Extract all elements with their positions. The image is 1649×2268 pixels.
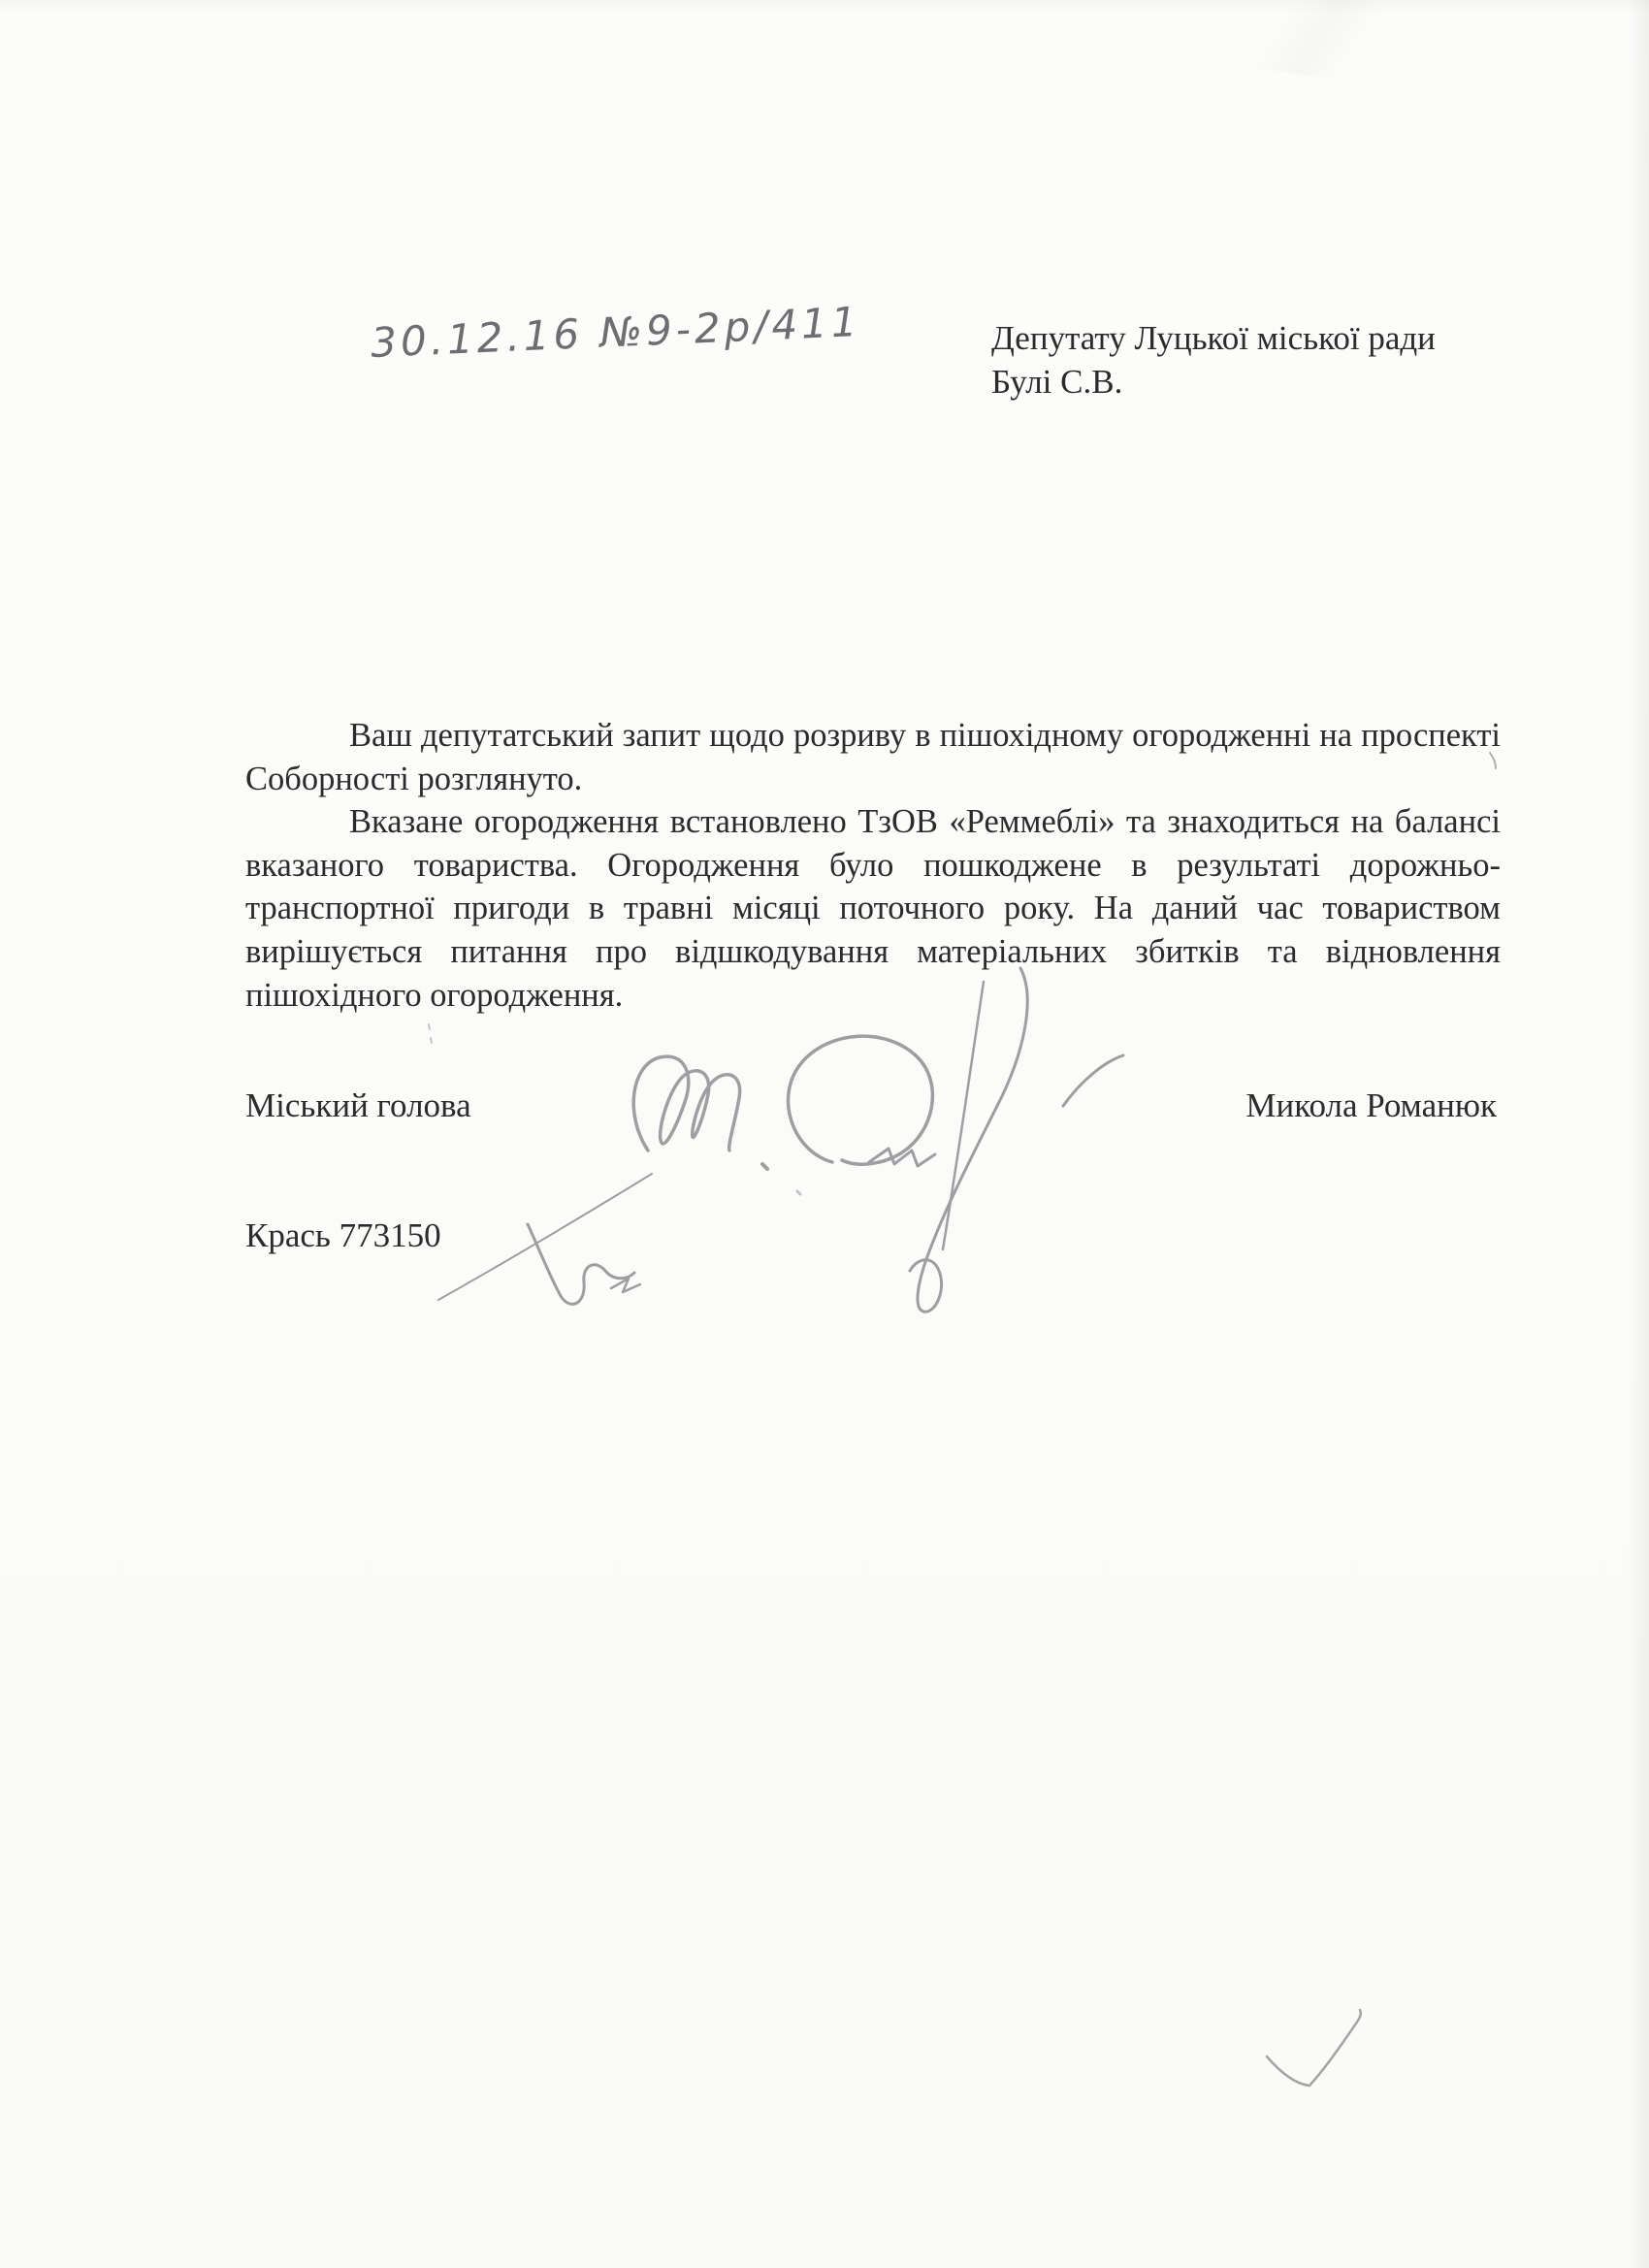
mayor-signature: [633, 968, 1123, 1312]
signer-name: Микола Романюк: [1245, 1086, 1497, 1124]
executor-note: Крась 773150: [245, 1216, 441, 1254]
recipient-block: [991, 316, 1515, 404]
recipient-line-2: Булі С.В.: [991, 363, 1123, 401]
handwritten-registration-number: 30.12.16 №9-2р/411: [370, 297, 862, 368]
scan-edge-shadow-right: [1628, 0, 1649, 2268]
signer-title: Міський голова: [245, 1086, 471, 1124]
signature-row: [245, 1086, 1497, 1125]
executor-signature-squiggle: [438, 1174, 652, 1304]
scan-edge-shadow-top: [0, 0, 1649, 14]
body-paragraph-2: Вказане огородження встановлено ТзОВ «Реммеблі» та знаходиться на балансі вказаного товариства. Огородження було пошкоджене в результаті дорожньо-транспортної пригоди в травні місяці поточного року. На даний час товариством вирішується питання про відшкодування матеріальних збитків та відновлення пішохідного огородження.: [245, 803, 1501, 1014]
body-paragraph-1: Ваш депутатський запит щодо розриву в пішохідному огородженні на проспекті Соборності розглянуто.: [245, 717, 1501, 797]
letter-body: [245, 714, 1501, 1017]
bottom-right-pen-mark: [1267, 2010, 1361, 2086]
recipient-line-1: Депутату Луцької міської ради: [991, 319, 1436, 357]
paper-crease: [1119, 0, 1539, 106]
pen-speck-colon: [429, 1024, 432, 1043]
